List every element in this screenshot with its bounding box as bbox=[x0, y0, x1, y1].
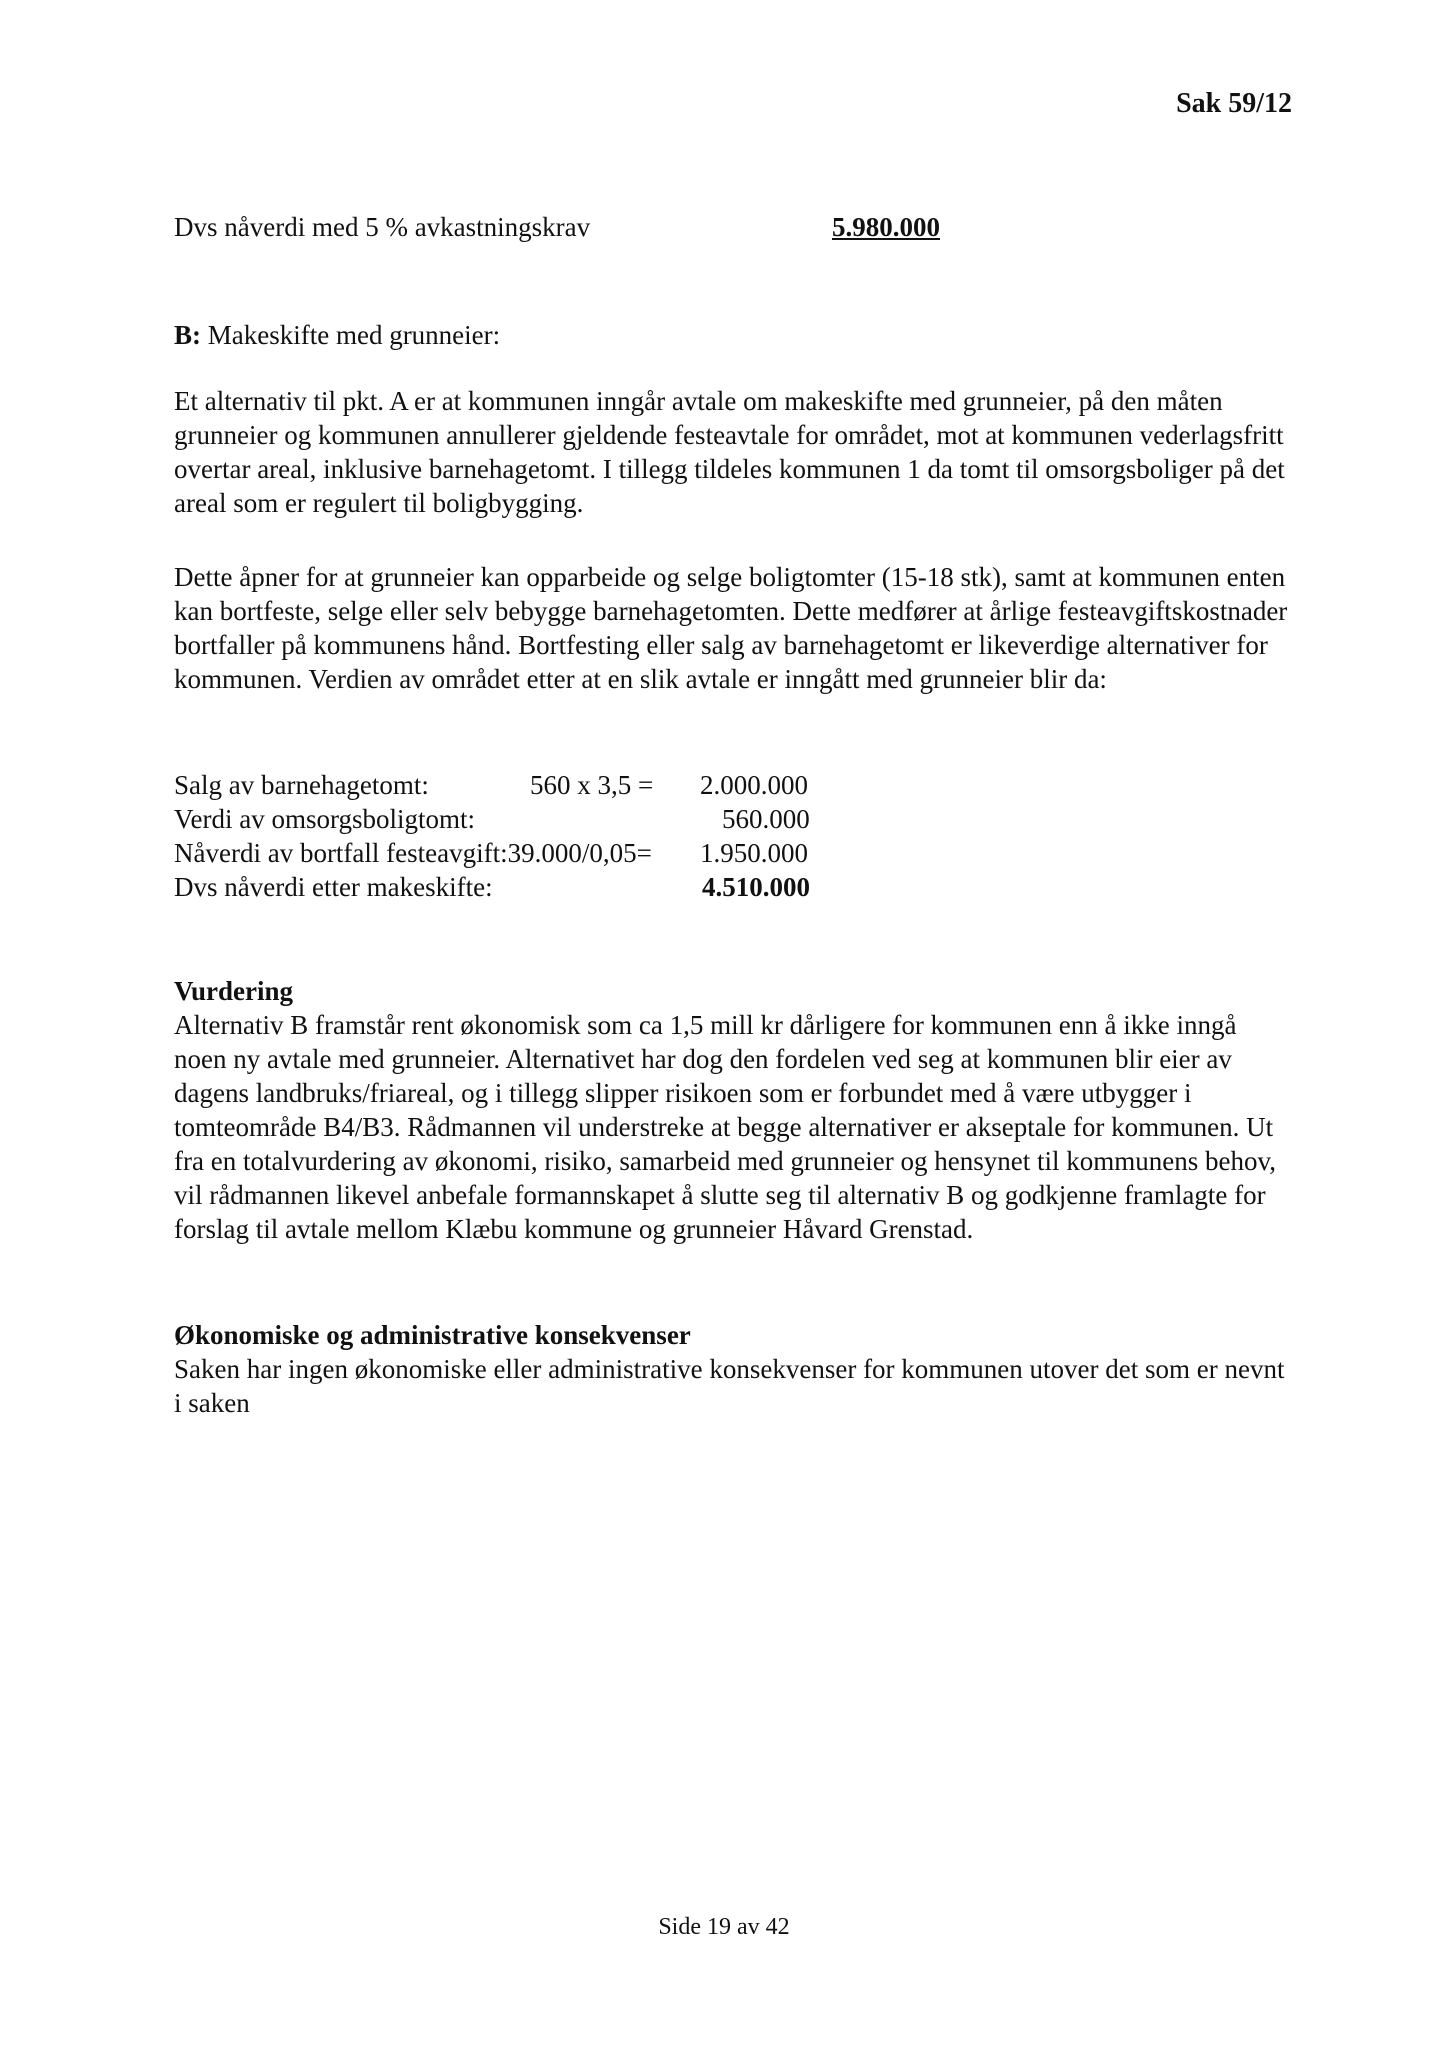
vurdering-text: Alternativ B framstår rent økonomisk som ca 1,5 mill kr dårligere for kommunen enn å ikke inngå noen ny avtale med grunneier. Alternativet har dog den fordelen ved seg at kommunen blir eier av dagens landbruks/friareal, og i tillegg slipper risikoen som er forbundet med å være utbygger i tomteområde B4/B3. Rådmannen vil understreke at begge alternativer er akseptale for kommunen. Ut fra en totalvurdering av økonomi, risiko, samarbeid med grunneier og hensynet til kommunens behov, vil rådmannen likevel anbefale formannskapet å slutte seg til alternativ B og godkjenne framlagte for forslag til avtale mellom Klæbu kommune og grunneier Håvard Grenstad. bbox=[174, 1010, 1276, 1244]
section-b-title-text: Makeskifte med grunneier: bbox=[207, 320, 501, 350]
consequences-text: Saken har ingen økonomiske eller administrative konsekvenser for kommunen utover det som er nevnt i saken bbox=[174, 1354, 1285, 1418]
calc-row-3 bbox=[174, 836, 822, 870]
consequences-heading: Økonomiske og administrative konsekvenser bbox=[174, 1320, 691, 1350]
section-b-title bbox=[174, 318, 1294, 352]
calc-row-2-value: 560.000 bbox=[722, 804, 810, 834]
case-reference: Sak 59/12 bbox=[1176, 88, 1292, 119]
calc-row-1-label: Salg av barnehagetomt: bbox=[174, 770, 429, 800]
section-b-paragraph-1: Et alternativ til pkt. A er at kommunen inngår avtale om makeskifte med grunneier, på den måten grunneier og kommunen annullerer gjeldende festeavtale for området, mot at kommunen vederlagsfritt overtar areal, inklusive barnehagetomt. I tillegg tildeles kommunen 1 da tomt til omsorgsboliger på det areal som er regulert til boligbygging. bbox=[174, 386, 1285, 518]
section-b-prefix: B: bbox=[174, 320, 201, 350]
calc-row-1-formula: 560 x 3,5 = bbox=[530, 770, 654, 800]
calc-row-4-label: Dvs nåverdi etter makeskifte: bbox=[174, 872, 493, 902]
npv-value: 5.980.000 bbox=[832, 212, 940, 242]
calc-row-3-value: 1.950.000 bbox=[700, 838, 808, 868]
page-number: Side 19 av 42 bbox=[658, 1914, 790, 1940]
npv-label: Dvs nåverdi med 5 % avkastningskrav bbox=[174, 212, 591, 242]
vurdering-heading: Vurdering bbox=[174, 976, 294, 1006]
calc-row-2-label: Verdi av omsorgsboligtomt: bbox=[174, 804, 475, 834]
calc-row-4-value: 4.510.000 bbox=[702, 872, 810, 902]
calc-row-3-label: Nåverdi av bortfall festeavgift:39.000/0,05= bbox=[174, 838, 652, 868]
calc-row-1-value: 2.000.000 bbox=[700, 770, 808, 800]
section-b-paragraph-2: Dette åpner for at grunneier kan opparbeide og selge boligtomter (15-18 stk), samt at kommunen enten kan bortfeste, selge eller selv bebygge barnehagetomten. Dette medfører at årlige festeavgiftskostnader bortfaller på kommunens hånd. Bortfesting eller salg av barnehagetomt er likeverdige alternativer for kommunen. Verdien av området etter at en slik avtale er inngått med grunneier blir da: bbox=[174, 562, 1288, 694]
